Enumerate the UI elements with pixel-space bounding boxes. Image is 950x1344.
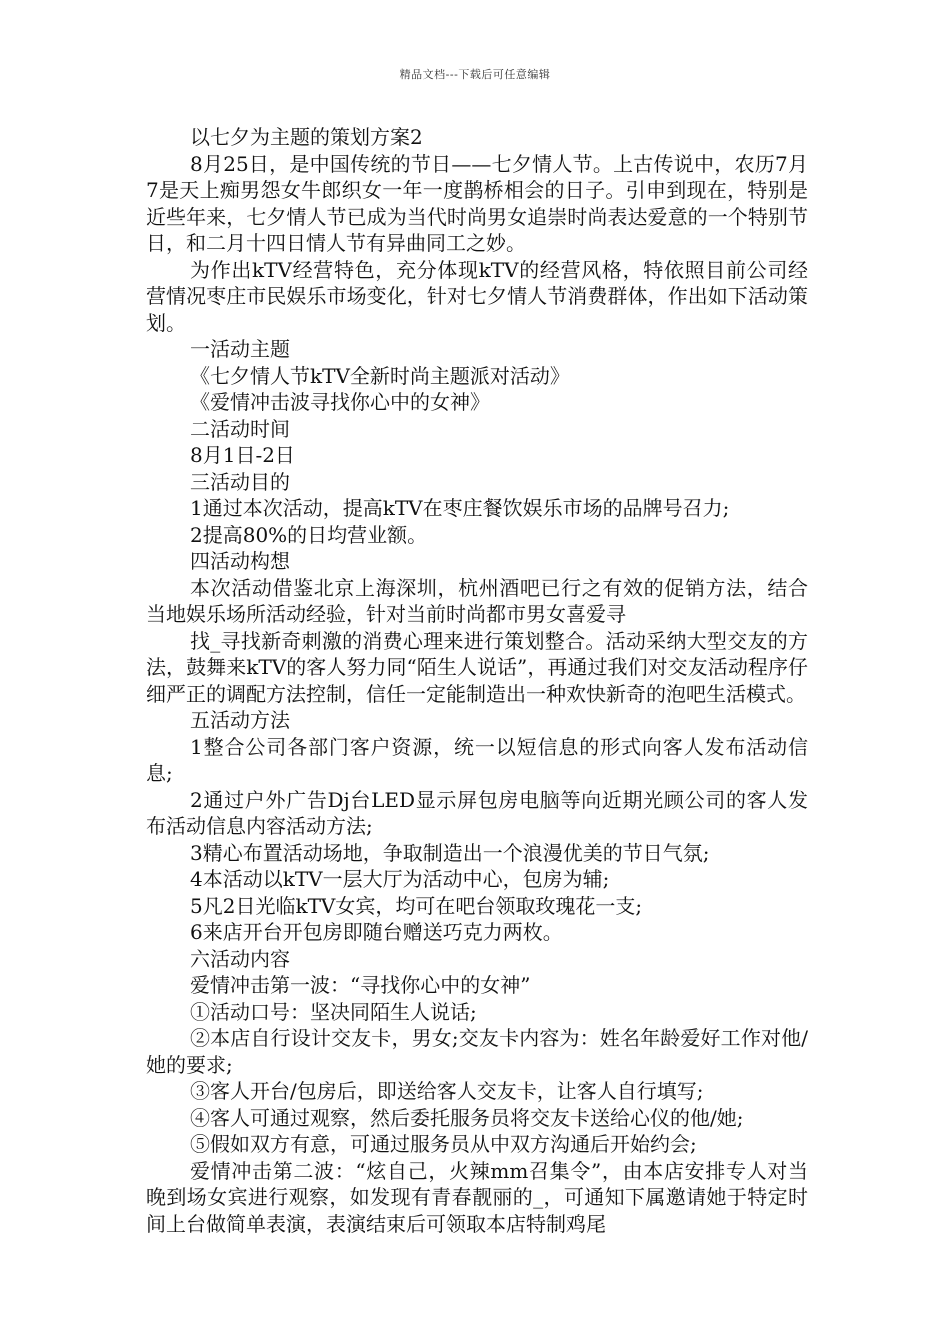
- list-item: ②本店自行设计交友卡，男女;交友卡内容为：姓名年龄爱好工作对他/她的要求;: [146, 1026, 808, 1077]
- paragraph: 8月1日-2日: [190, 443, 295, 467]
- list-item: ③客人开台/包房后，即送给客人交友卡，让客人自行填写;: [190, 1079, 704, 1103]
- list-item: 2通过户外广告Dj台LED显示屏包房电脑等向近期光顾公司的客人发布活动信息内容活动方法;: [146, 787, 808, 838]
- section-heading: 二活动时间: [190, 416, 290, 441]
- list-item: ⑤假如双方有意，可通过服务员从中双方沟通后开始约会;: [190, 1132, 697, 1156]
- page-header: 精品文档---下载后可任意编辑: [399, 68, 551, 81]
- paragraph: 《爱情冲击波寻找你心中的女神》: [190, 390, 490, 414]
- paragraph: 找_寻找新奇刺激的消费心理来进行策划整合。活动采纳大型交友的方法，鼓舞来kTV的客人努力同“陌生人说话”，再通过我们对交友活动程序仔细严正的调配方法控制，信任一定能制造出一种欢快新奇的泡吧生活模式。: [146, 628, 808, 706]
- paragraph: 爱情冲击第二波：“炫自己，火辣mm召集令”，由本店安排专人对当晚到场女宾进行观察，如发现有青春靓丽的_，可通知下属邀请她于特定时间上台做简单表演，表演结束后可领取本店特制鸡尾: [146, 1158, 808, 1236]
- list-item: 3精心布置活动场地，争取制造出一个浪漫优美的节日气氛;: [190, 840, 710, 865]
- list-item: ①活动口号：坚决同陌生人说话;: [190, 999, 477, 1024]
- list-item: 1整合公司各部门客户资源，统一以短信息的形式向客人发布活动信息;: [146, 734, 808, 785]
- paragraph: 本次活动借鉴北京上海深圳，杭州酒吧已行之有效的促销方法，结合当地娱乐场所活动经验，针对当前时尚都市男女喜爱寻: [146, 575, 808, 626]
- section-heading: 六活动内容: [190, 946, 290, 971]
- paragraph: 8月25日，是中国传统的节日——七夕情人节。上古传说中，农历7月7是天上痴男怨女牛郎织女一年一度鹊桥相会的日子。引申到现在，特别是近些年来，七夕情人节已成为当代时尚男女追崇时尚表达爱意的一个特别节日，和二月十四日情人节有异曲同工之妙。: [146, 151, 808, 255]
- list-item: 6来店开台开包房即随台赠送巧克力两枚。: [190, 920, 563, 944]
- list-item: 2提高80%的日均营业额。: [190, 522, 428, 547]
- list-item: 4本活动以kTV一层大厅为活动中心，包房为辅;: [190, 867, 610, 891]
- paragraph: 爱情冲击第一波：“寻找你心中的女神”: [190, 973, 531, 997]
- list-item: 5凡2日光临kTV女宾，均可在吧台领取玫瑰花一支;: [190, 893, 643, 918]
- list-item: ④客人可通过观察，然后委托服务员将交友卡送给心仪的他/她;: [190, 1105, 744, 1130]
- section-heading: 五活动方法: [190, 708, 290, 732]
- document-body: [146, 124, 808, 1237]
- section-heading: 三活动目的: [190, 469, 290, 494]
- list-item: 1通过本次活动，提高kTV在枣庄餐饮娱乐市场的品牌号召力;: [190, 496, 730, 520]
- paragraph: 为作出kTV经营特色，充分体现kTV的经营风格，特依照目前公司经营情况枣庄市民娱乐市场变化，针对七夕情人节消费群体，作出如下活动策划。: [146, 257, 808, 335]
- paragraph: 《七夕情人节kTV全新时尚主题派对活动》: [190, 363, 570, 388]
- section-heading: 四活动构想: [190, 549, 290, 573]
- document-title: 以七夕为主题的策划方案2: [190, 125, 423, 149]
- section-heading: 一活动主题: [190, 337, 290, 361]
